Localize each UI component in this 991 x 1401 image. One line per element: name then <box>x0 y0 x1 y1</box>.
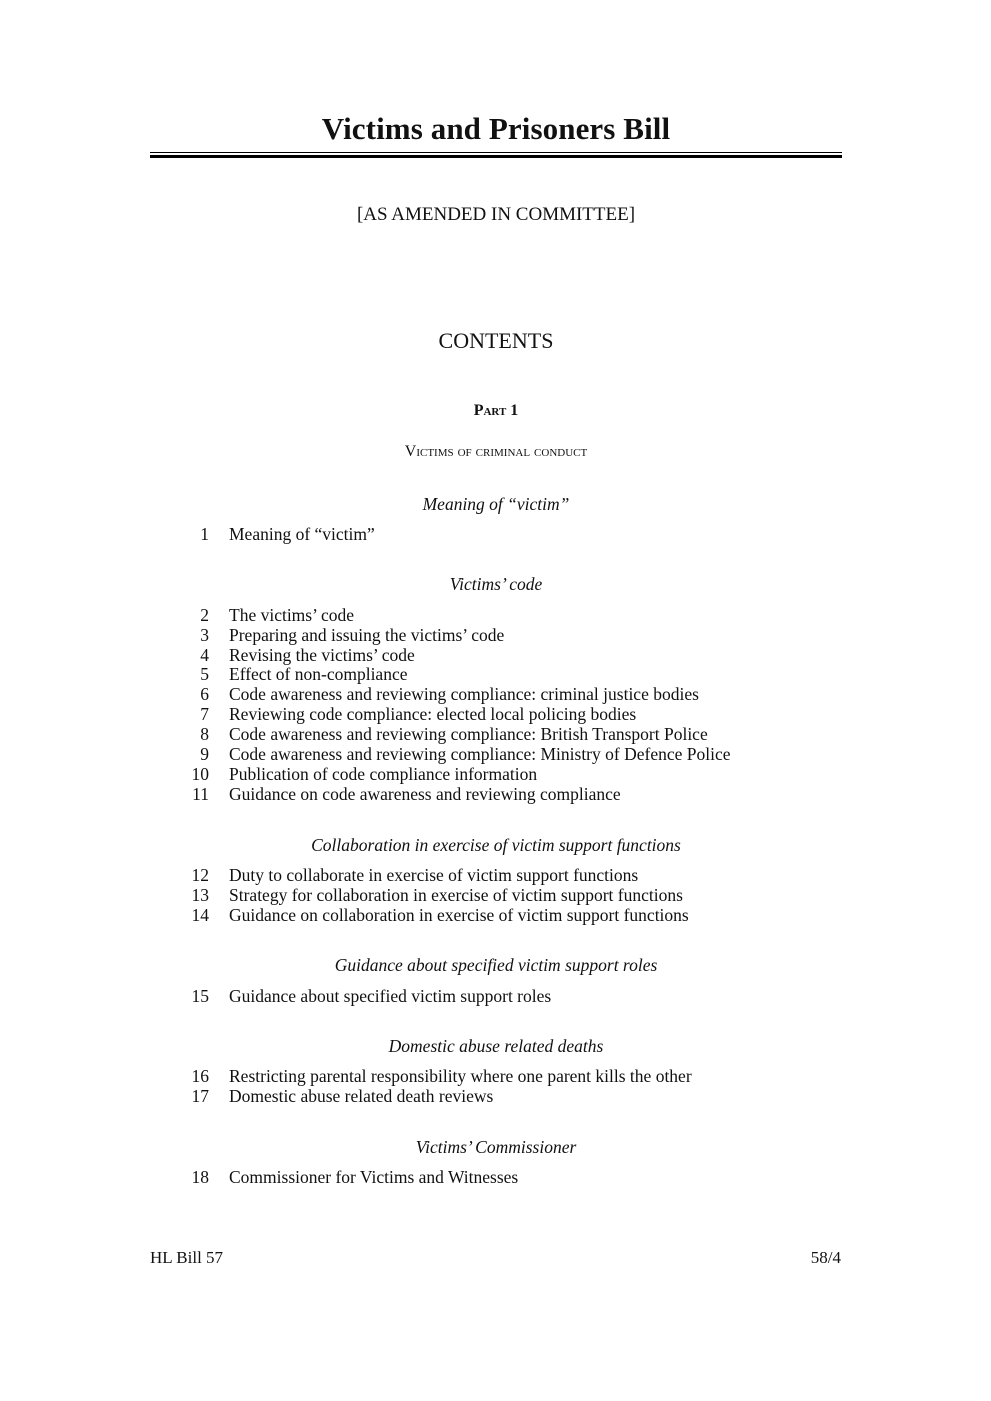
part-label: Part 1 <box>473 402 519 419</box>
title-rule-thin <box>150 152 842 153</box>
clause-title: Guidance on collaboration in exercise of victim support functions <box>229 905 689 925</box>
clause-title: Guidance on code awareness and reviewing compliance <box>229 784 621 804</box>
clause-number: 2 <box>200 605 209 625</box>
toc-entry[interactable] <box>150 645 842 665</box>
clause-number: 14 <box>191 905 209 925</box>
toc-entry[interactable] <box>150 1086 842 1106</box>
clause-number: 9 <box>200 744 209 764</box>
section-heading: Collaboration in exercise of victim support functions <box>311 835 681 855</box>
clause-title: Publication of code compliance information <box>229 764 538 784</box>
toc-entry[interactable] <box>150 865 842 885</box>
clause-number: 15 <box>191 986 209 1006</box>
clause-title: Meaning of “victim” <box>229 524 375 544</box>
clause-title: Preparing and issuing the victims’ code <box>229 625 505 645</box>
toc-entry[interactable] <box>150 1167 842 1187</box>
clause-title: Strategy for collaboration in exercise of victim support functions <box>229 885 683 905</box>
bill-reference: HL Bill 57 <box>150 1248 224 1267</box>
section-heading: Domestic abuse related deaths <box>388 1036 604 1056</box>
clause-number: 10 <box>191 764 209 784</box>
clause-number: 17 <box>191 1086 209 1106</box>
contents-heading: CONTENTS <box>438 328 554 353</box>
toc-entry[interactable] <box>150 784 842 804</box>
toc-entry[interactable] <box>150 605 842 625</box>
toc-entry[interactable] <box>150 625 842 645</box>
section-heading: Guidance about specified victim support roles <box>334 955 658 975</box>
clause-title: Reviewing code compliance: elected local policing bodies <box>229 704 637 724</box>
clause-number: 6 <box>200 684 209 704</box>
toc-entry[interactable] <box>150 744 842 764</box>
clause-number: 7 <box>200 704 209 724</box>
toc-entry[interactable] <box>150 1066 842 1086</box>
toc-entry[interactable] <box>150 684 842 704</box>
clause-title: Code awareness and reviewing compliance: British Transport Police <box>229 724 708 744</box>
amendment-status: [AS AMENDED IN COMMITTEE] <box>356 204 636 225</box>
clause-title: Duty to collaborate in exercise of victim support functions <box>229 865 639 885</box>
bill-title: Victims and Prisoners Bill <box>321 111 671 146</box>
section-heading: Victims’ Commissioner <box>415 1137 577 1157</box>
part-title: Victims of criminal conduct <box>404 443 588 460</box>
toc-entry[interactable] <box>150 524 842 544</box>
clause-title: Domestic abuse related death reviews <box>229 1086 494 1106</box>
clause-number: 11 <box>192 784 209 804</box>
clause-title: Revising the victims’ code <box>229 645 415 665</box>
clause-number: 4 <box>200 645 209 665</box>
title-rule-thick <box>150 155 842 158</box>
clause-number: 12 <box>191 865 209 885</box>
clause-number: 1 <box>200 524 209 544</box>
clause-title: Restricting parental responsibility where one parent kills the other <box>229 1066 692 1086</box>
toc-entry[interactable] <box>150 905 842 925</box>
clause-number: 13 <box>191 885 209 905</box>
clause-title: Code awareness and reviewing compliance: criminal justice bodies <box>229 684 699 704</box>
toc-entry[interactable] <box>150 724 842 744</box>
clause-number: 5 <box>200 664 209 684</box>
clause-title: Commissioner for Victims and Witnesses <box>229 1167 519 1187</box>
clause-title: Guidance about specified victim support roles <box>229 986 552 1006</box>
toc-entry[interactable] <box>150 986 842 1006</box>
clause-number: 18 <box>191 1167 209 1187</box>
clause-number: 8 <box>200 724 209 744</box>
toc-entry[interactable] <box>150 664 842 684</box>
toc-entry[interactable] <box>150 764 842 784</box>
clause-title: Effect of non-compliance <box>229 664 408 684</box>
clause-title: The victims’ code <box>229 605 355 625</box>
clause-number: 16 <box>191 1066 209 1086</box>
toc-entry[interactable] <box>150 885 842 905</box>
section-heading: Victims’ code <box>449 574 543 594</box>
section-heading: Meaning of “victim” <box>422 494 570 514</box>
print-reference: 58/4 <box>810 1248 841 1267</box>
clause-title: Code awareness and reviewing compliance: Ministry of Defence Police <box>229 744 731 764</box>
clause-number: 3 <box>200 625 209 645</box>
toc-entry[interactable] <box>150 704 842 724</box>
